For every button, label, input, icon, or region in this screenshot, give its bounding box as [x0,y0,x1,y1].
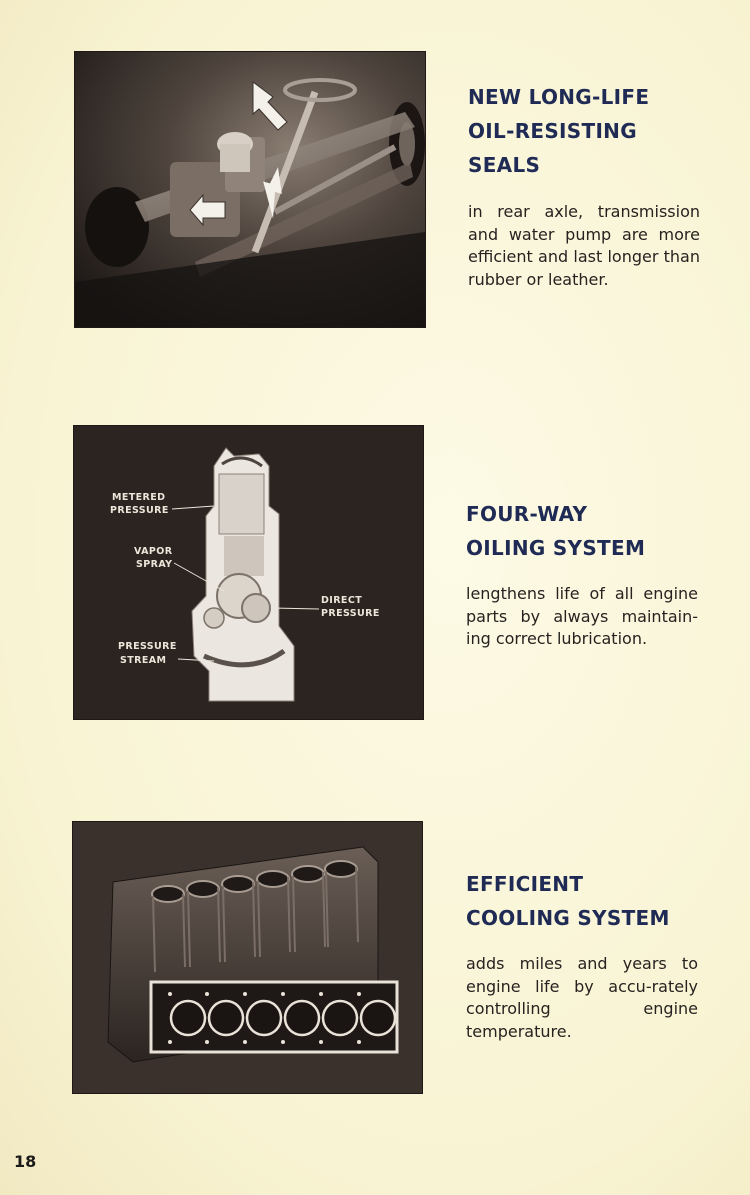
cooling-description: adds miles and years to engine life by accu-rately controlling engine temperature. [466,954,698,1041]
heading-line: EFFICIENT [466,872,584,896]
heading-line: OIL-RESISTING [468,119,637,143]
label-stream-line2: STREAM [120,655,167,666]
label-direct-line1: DIRECT [321,595,363,606]
label-metered-line1: METERED [112,492,166,503]
oiling-system-diagram [74,426,423,719]
label-stream-line1: PRESSURE [118,641,177,652]
cylinder-block-illustration [73,822,422,1093]
heading-line: NEW LONG-LIFE [468,85,650,109]
cooling-system-photo [73,822,422,1093]
label-vapor-line2: SPRAY [136,559,173,570]
engine-cutaway-illustration [74,426,423,719]
oiling-description: lengthens life of all engine parts by always maintain-ing correct lubrication. [466,584,698,648]
oiling-heading [466,497,645,565]
label-direct-line2: PRESSURE [321,608,380,619]
seals-description: in rear axle, transmission and water pump are more efficient and last longer than rubber or leather. [468,202,700,289]
heading-line: OILING SYSTEM [466,536,646,560]
page-number: 18 [14,1152,37,1171]
label-vapor-line1: VAPOR [134,546,173,557]
chassis-illustration [75,52,425,327]
cooling-heading [466,867,670,935]
seals-heading [468,80,649,182]
heading-line: SEALS [468,153,541,177]
heading-line: COOLING SYSTEM [466,906,670,930]
heading-line: FOUR-WAY [466,502,588,526]
chassis-seals-photo [75,52,425,327]
label-metered-line2: PRESSURE [110,505,169,516]
